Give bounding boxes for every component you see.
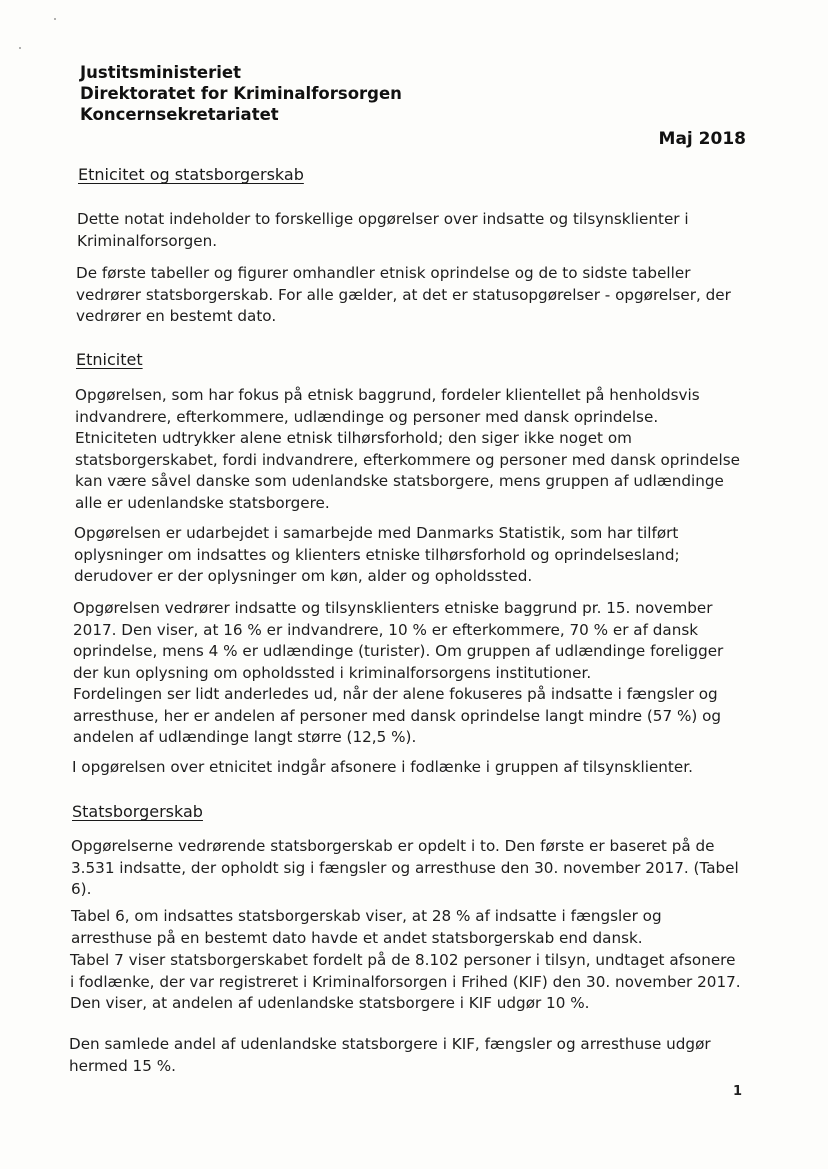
etnicitet-paragraph-3 bbox=[73, 598, 741, 749]
statsborgerskab-paragraph-3: Tabel 7 viser statsborgerskabet fordelt på de 8.102 personer i tilsyn, undtaget afsonere i fodlænke, der var registreret i Kriminalforsorgen i Frihed (KIF) den 30. november 2017. Den viser, at andelen af udenlandske statsborgere i KIF udgør 10 %. bbox=[70, 951, 741, 1012]
etnicitet-paragraph-4: I opgørelsen over etnicitet indgår afsonere i fodlænke i gruppen af tilsynsklienter. bbox=[72, 758, 693, 776]
department-name: Koncernsekretariatet bbox=[80, 105, 279, 124]
document-date: Maj 2018 bbox=[658, 129, 746, 149]
statsborgerskab-paragraph-2: Tabel 6, om indsattes statsborgerskab viser, at 28 % af indsatte i fængsler og arresthuse på en bestemt dato havde et andet statsborgerskab end dansk. bbox=[71, 907, 662, 947]
section-heading-etnicitet: Etnicitet bbox=[76, 350, 143, 369]
scan-artifact bbox=[54, 18, 56, 20]
section-heading-statsborgerskab: Statsborgerskab bbox=[72, 802, 203, 821]
etnicitet-paragraph-3a: Opgørelsen vedrører indsatte og tilsynsklienters etniske baggrund pr. 15. november 2017. Den viser, at 16 % er indvandrere, 10 % er efterkommere, 70 % er af dansk oprindelse, mens 4 % er udlændinge (turister). Om gruppen af udlændinge foreligger der kun oplysning om opholdssted i kriminalforsorgens institutioner. bbox=[73, 599, 724, 682]
statsborgerskab-paragraph-1: Opgørelserne vedrørende statsborgerskab er opdelt i to. Den første er baseret på de 3.531 indsatte, der opholdt sig i fængsler og arresthuse den 30. november 2017. (Tabel 6). bbox=[71, 837, 739, 898]
statsborgerskab-paragraph-4: Den samlede andel af udenlandske statsborgere i KIF, fængsler og arresthuse udgør hermed 15 %. bbox=[69, 1035, 711, 1075]
intro-paragraph-1: Dette notat indeholder to forskellige opgørelser over indsatte og tilsynsklienter i Kriminalforsorgen. bbox=[77, 210, 689, 250]
letterhead bbox=[80, 62, 402, 125]
etnicitet-paragraph-3b: Fordelingen ser lidt anderledes ud, når der alene fokuseres på indsatte i fængsler og arresthuse, her er andelen af personer med dansk oprindelse langt mindre (57 %) og andelen af udlændinge langt større (12,5 %). bbox=[73, 685, 722, 746]
document-title: Etnicitet og statsborgerskab bbox=[78, 165, 304, 184]
page-number: 1 bbox=[733, 1084, 743, 1099]
scan-artifact bbox=[19, 47, 21, 49]
etnicitet-paragraph-2: Opgørelsen er udarbejdet i samarbejde med Danmarks Statistik, som har tilført oplysninger om indsattes og klienters etniske tilhørsforhold og oprindelsesland; derudover er der oplysninger om køn, alder og opholdssted. bbox=[74, 524, 680, 585]
etnicitet-paragraph-1: Opgørelsen, som har fokus på etnisk baggrund, fordeler klientellet på henholdsvis indvandrere, efterkommere, udlændinge og personer med dansk oprindelse. Etniciteten udtrykker alene etnisk tilhørsforhold; den siger ikke noget om statsborgerskabet, fordi indvandrere, efterkommere og personer med dansk oprindelse kan være såvel danske som udenlandske statsborgere, mens gruppen af udlændinge alle er udenlandske statsborgere. bbox=[75, 386, 740, 512]
ministry-name: Justitsministeriet bbox=[80, 63, 241, 82]
intro-paragraph-2: De første tabeller og figurer omhandler etnisk oprindelse og de to sidste tabeller vedrører statsborgerskab. For alle gælder, at det er statusopgørelser - opgørelser, der vedrører en bestemt dato. bbox=[76, 264, 731, 325]
directorate-name: Direktoratet for Kriminalforsorgen bbox=[80, 84, 402, 103]
